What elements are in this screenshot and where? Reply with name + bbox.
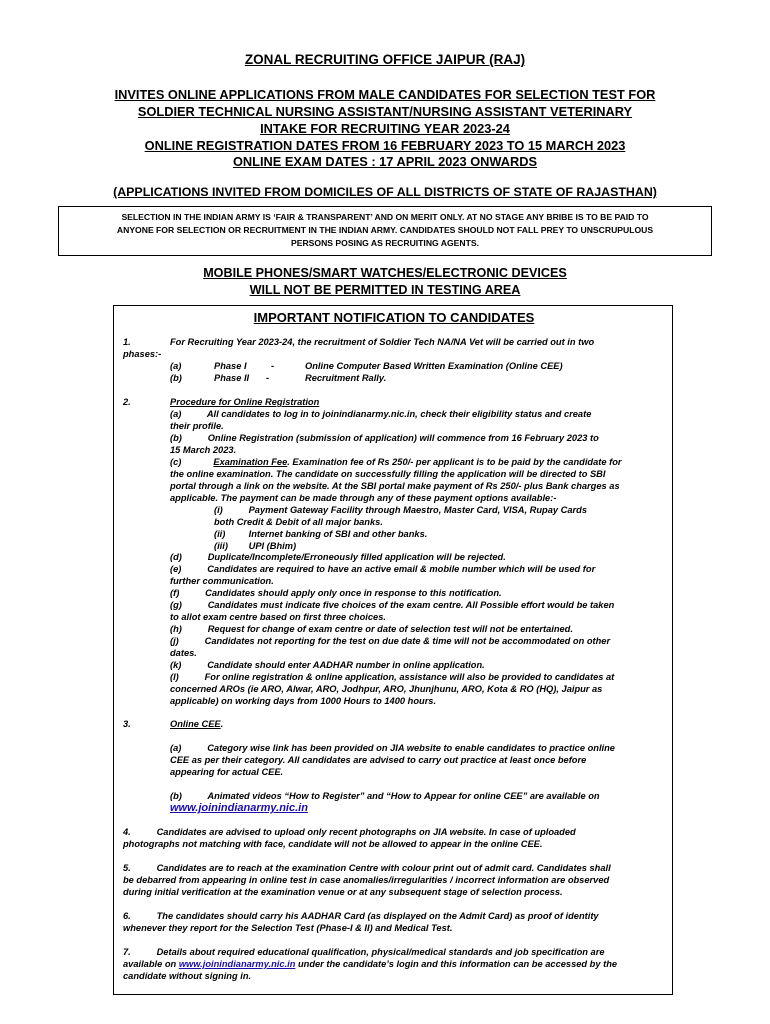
para-2j-text: (j) Candidates not reporting for the test on due date & time will not be accommodated on other — [170, 636, 611, 646]
para-7-text: 7. Details about required educational qualification, physical/medical standards and job specification are — [123, 947, 605, 957]
para-7-text: candidate without signing in. — [123, 971, 252, 981]
headline-line: ONLINE REGISTRATION DATES FROM 16 FEBRUARY 2023 TO 15 MARCH 2023 — [144, 138, 626, 153]
para-7-text — [123, 959, 617, 971]
para-number: 3. — [123, 719, 131, 729]
para-3a-text: appearing for actual CEE. — [170, 767, 284, 777]
para-number: 2. — [123, 397, 131, 407]
jia-link-inline[interactable]: www.joinindianarmy.nic.in — [178, 959, 296, 969]
online-cee-heading: Online CEE — [170, 719, 221, 729]
notice-line: ANYONE FOR SELECTION OR RECRUITMENT IN THE INDIAN ARMY. CANDIDATES SHOULD NOT FALL PREY TO UNSCRUPULOUS — [116, 225, 654, 235]
para-1-text: For Recruiting Year 2023-24, the recruitment of Soldier Tech NA/NA Vet will be carried out in two — [170, 337, 595, 347]
para-2e-text: (e) Candidates are required to have an active email & mobile number which will be used for — [170, 564, 596, 574]
para-2b-text: (b) Online Registration (submission of application) will commence from 16 February 2023 to — [170, 433, 599, 443]
phase-dash: - — [271, 361, 275, 371]
para-2l-text: applicable) on working days from 1000 Hours to 1400 hours. — [170, 696, 437, 706]
phase-name: Phase I — [214, 361, 247, 371]
para-7-pre: available on — [123, 959, 179, 969]
notification-box — [113, 305, 673, 995]
phase-desc: Online Computer Based Written Examination (Online CEE) — [305, 361, 563, 371]
notice-line: PERSONS POSING AS RECRUITING AGENTS. — [291, 238, 479, 248]
payment-option: (i) Payment Gateway Facility through Maestro, Master Card, VISA, Rupay Cards — [214, 505, 588, 515]
mobile-warning-line: WILL NOT BE PERMITTED IN TESTING AREA — [249, 283, 521, 297]
para-5-text: be debarred from appearing in online test in case anomalies/irregularities / incorrect information are observed — [123, 875, 610, 885]
para-3a-text: (a) Category wise link has been provided on JIA website to enable candidates to practice online — [170, 743, 615, 753]
headline-line: ONLINE EXAM DATES : 17 APRIL 2023 ONWARDS — [232, 154, 538, 169]
para-2c-text: portal through a link on the website. At the SBI portal make payment of Rs 250/- plus Bank charges as — [170, 481, 620, 491]
para-7-post: under the candidate’s login and this information can be accessed by the — [295, 959, 618, 969]
para-6-text: 6. The candidates should carry his AADHAR Card (as displayed on the Admit Card) as proof of identity — [123, 911, 599, 921]
para-2l-text: (l) For online registration & online application, assistance will also be provided to candidates at — [170, 672, 615, 682]
para-3a-text: CEE as per their category. All candidates are advised to carry out practice at least once before — [170, 755, 587, 765]
mobile-warning-line: MOBILE PHONES/SMART WATCHES/ELECTRONIC DEVICES — [203, 266, 567, 280]
para-2a-text: their profile. — [170, 421, 224, 431]
headline-line: SOLDIER TECHNICAL NURSING ASSISTANT/NURSING ASSISTANT VETERINARY — [137, 104, 633, 119]
para-4-text: photographs not matching with face, candidate will not be allowed to appear in the online CEE. — [123, 839, 543, 849]
headline-line: INVITES ONLINE APPLICATIONS FROM MALE CANDIDATES FOR SELECTION TEST FOR — [114, 87, 656, 102]
phase-dash: - — [266, 373, 270, 383]
exam-fee-heading: Examination Fee — [213, 457, 288, 467]
phase-mark: (b) — [170, 373, 182, 383]
para-2b-text: 15 March 2023. — [170, 445, 237, 455]
payment-option: (ii) Internet banking of SBI and other banks. — [214, 529, 428, 539]
para-2c-text: the online examination. The candidate on successfully filling the application will be directed to SBI — [170, 469, 606, 479]
para-2k-text: (k) Candidate should enter AADHAR number in online application. — [170, 660, 485, 670]
para-2-heading: Procedure for Online Registration — [170, 397, 320, 407]
para-1-text: phases:- — [123, 349, 162, 359]
para-5-text: during initial verification at the examination venue or at any subsequent stage of selection process. — [123, 887, 563, 897]
para-3-heading: Online CEE. — [170, 719, 224, 729]
para-2g-text: (g) Candidates must indicate five choices of the exam centre. All Possible effort would be taken — [170, 600, 615, 610]
para-2d-text: (d) Duplicate/Incomplete/Erroneously filled application will be rejected. — [170, 552, 506, 562]
para-2e-text: further communication. — [170, 576, 274, 586]
para-2f-text: (f) Candidates should apply only once in response to this notification. — [170, 588, 502, 598]
phase-desc: Recruitment Rally. — [305, 373, 387, 383]
page-title: ZONAL RECRUITING OFFICE JAIPUR (RAJ) — [244, 52, 526, 67]
para-number: 1. — [123, 337, 131, 347]
anti-bribe-notice — [58, 206, 712, 256]
notice-line: SELECTION IN THE INDIAN ARMY IS ‘FAIR & TRANSPARENT’ AND ON MERIT ONLY. AT NO STAGE ANY BRIBE IS TO BE PAID TO — [121, 212, 649, 222]
notification-title: IMPORTANT NOTIFICATION TO CANDIDATES — [253, 310, 535, 325]
sub-mark: (c) — [170, 457, 182, 467]
phase-mark: (a) — [170, 361, 182, 371]
payment-option: (iii) UPI (Bhim) — [214, 541, 297, 551]
para-2l-text: concerned AROs (ie ARO, Alwar, ARO, Jodhpur, ARO, Jhunjhunu, ARO, Kota & RO (HQ), Jaipur as — [170, 684, 603, 694]
jia-website-link[interactable] — [170, 803, 308, 815]
para-2c-text — [170, 457, 622, 469]
headline-line: INTAKE FOR RECRUITING YEAR 2023-24 — [260, 121, 510, 136]
para-5-text: 5. Candidates are to reach at the examination Centre with colour print out of admit card. Candidates shall — [123, 863, 611, 873]
domicile-note: (APPLICATIONS INVITED FROM DOMICILES OF ALL DISTRICTS OF STATE OF RAJASTHAN) — [113, 185, 657, 199]
para-6-text: whenever they report for the Selection Test (Phase-I & II) and Medical Test. — [123, 923, 453, 933]
para-4-text: 4. Candidates are advised to upload only recent photographs on JIA website. In case of uploaded — [123, 827, 576, 837]
phase-name: Phase II — [214, 373, 250, 383]
payment-option: both Credit & Debit of all major banks. — [214, 517, 383, 527]
para-2a-text: (a) All candidates to log in to joinindianarmy.nic.in, check their eligibility status and create — [170, 409, 592, 419]
jia-link-text[interactable]: www.joinindianarmy.nic.in — [170, 802, 308, 814]
para-2g-text: to allot exam centre based on first three choices. — [170, 612, 386, 622]
para-2j-text: dates. — [170, 648, 197, 658]
exam-fee-text: . Examination fee of Rs 250/- per applicant is to be paid by the candidate for — [287, 457, 622, 467]
para-3b-text: (b) Animated videos “How to Register” and “How to Appear for online CEE” are available on — [170, 791, 600, 801]
para-2c-text: applicable. The payment can be made through any of these payment options available:- — [170, 493, 557, 503]
para-2h-text: (h) Request for change of exam centre or date of selection test will not be entertained. — [170, 624, 573, 634]
